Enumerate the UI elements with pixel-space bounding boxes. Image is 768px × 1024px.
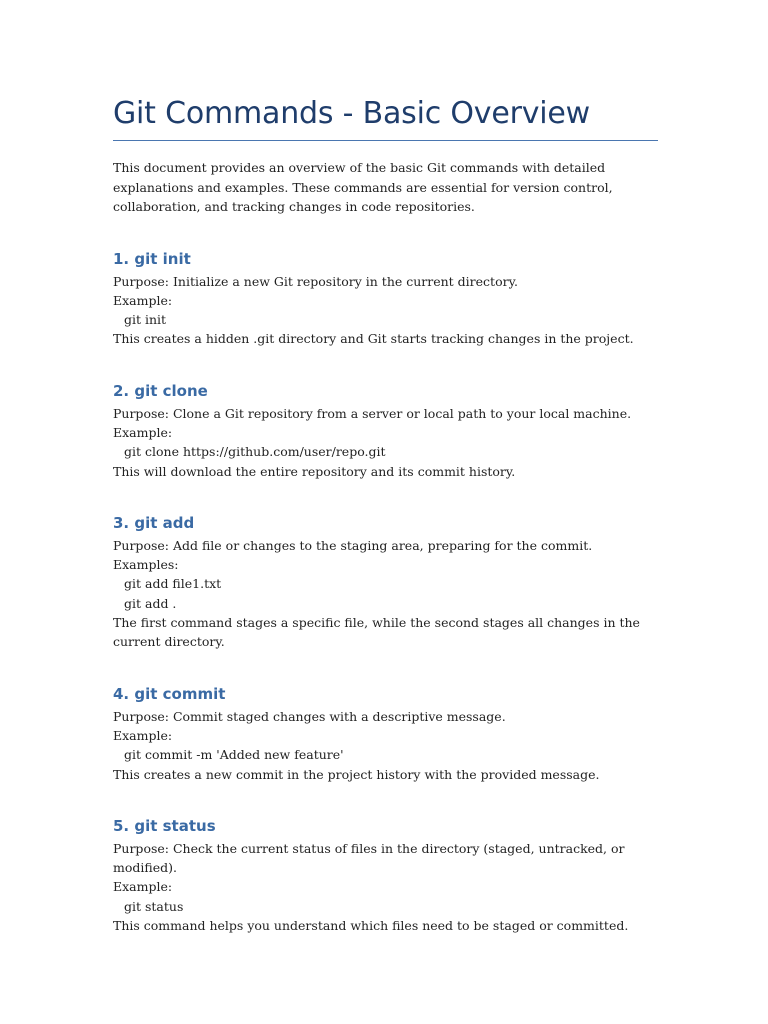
example-label: Example: [113, 727, 173, 743]
example-label: Example: [113, 879, 173, 895]
intro-paragraph: This document provides an overview of the basic Git commands with detailed explanations and examples. These commands are essential for version control, collaboration, and tracking changes in code repositories. [113, 160, 613, 214]
purpose-text: Purpose: Clone a Git repository from a server or local path to your local machine. [113, 405, 632, 421]
section-git-add [113, 512, 658, 652]
example-command: git clone https://github.com/user/repo.git [124, 444, 386, 460]
section-heading: 2. git clone [113, 381, 208, 400]
page-title: Git Commands - Basic Overview [113, 94, 658, 141]
note-text: This creates a new commit in the project history with the provided message. [113, 766, 600, 782]
purpose-text: Purpose: Check the current status of files in the directory (staged, untracked, or modified). [113, 840, 629, 876]
example-label: Examples: [113, 557, 179, 573]
example-command: git add file1.txt [124, 576, 222, 592]
purpose-text: Purpose: Initialize a new Git repository in the current directory. [113, 273, 518, 289]
section-heading: 5. git status [113, 816, 216, 835]
section-git-commit [113, 683, 658, 784]
section-heading: 1. git init [113, 249, 191, 268]
example-command: git status [124, 898, 184, 914]
note-text: The first command stages a specific file, while the second stages all changes in the current directory. [113, 615, 644, 650]
example-command: git init [124, 312, 167, 328]
note-text: This will download the entire repository and its commit history. [113, 463, 516, 479]
section-git-status [113, 815, 658, 935]
section-git-clone [113, 380, 658, 481]
section-heading: 3. git add [113, 513, 195, 532]
section-git-init [113, 248, 658, 349]
purpose-text: Purpose: Commit staged changes with a descriptive message. [113, 708, 506, 724]
note-text: This command helps you understand which files need to be staged or committed. [113, 918, 629, 934]
example-label: Example: [113, 424, 173, 440]
document-page [113, 94, 658, 935]
section-heading: 4. git commit [113, 684, 226, 703]
example-label: Example: [113, 292, 173, 308]
example-command: git add . [124, 595, 177, 611]
note-text: This creates a hidden .git directory and Git starts tracking changes in the project. [113, 331, 634, 347]
purpose-text: Purpose: Add file or changes to the staging area, preparing for the commit. [113, 537, 593, 553]
example-command: git commit -m 'Added new feature' [124, 747, 344, 763]
